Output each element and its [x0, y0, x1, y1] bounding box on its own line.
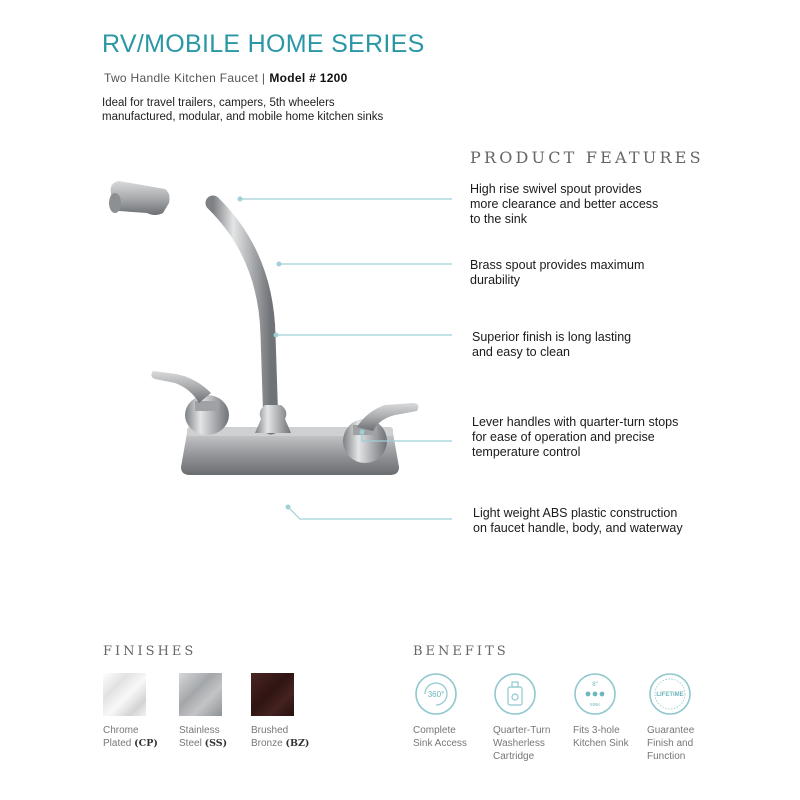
finish-name: Stainless	[179, 725, 220, 736]
benefit-label-guarantee	[647, 724, 722, 763]
leader-dot	[277, 262, 282, 267]
features-heading: PRODUCT FEATURES	[470, 148, 704, 167]
benefit-line: Fits 3-hole	[573, 725, 620, 736]
benefit-line: Quarter-Turn	[493, 725, 551, 736]
feature-line: durability	[470, 273, 521, 287]
svg-text:360°: 360°	[427, 690, 445, 699]
feature-line: to the sink	[470, 212, 527, 226]
benefit-line: Function	[647, 751, 686, 762]
stainless-swatch	[179, 673, 222, 716]
feature-line: High rise swivel spout provides	[470, 182, 642, 196]
finish-name-line	[103, 737, 178, 750]
finish-name: Bronze	[251, 738, 283, 749]
benefit-line: Sink Access	[413, 738, 467, 749]
360-icon	[414, 672, 458, 716]
feature-line: Lever handles with quarter-turn stops	[472, 415, 679, 429]
finish-name-line	[179, 737, 254, 750]
benefit-line: Finish and	[647, 738, 694, 749]
svg-text:SINK: SINK	[589, 702, 601, 707]
leader-dot	[360, 430, 365, 435]
finish-label-bronze	[251, 724, 326, 750]
finish-name: Chrome	[103, 725, 139, 736]
finish-label-chrome	[103, 724, 178, 750]
feature-line: and easy to clean	[472, 345, 570, 359]
benefit-label-access	[413, 724, 488, 750]
feature-brass	[470, 258, 710, 288]
benefit-label-cartridge	[493, 724, 568, 763]
feature-line: Light weight ABS plastic construction	[473, 506, 678, 520]
finish-name-line	[251, 737, 326, 750]
leader-line	[288, 507, 452, 519]
lifetime-warranty-icon	[648, 672, 692, 716]
feature-line: temperature control	[472, 445, 581, 459]
finish-code: (CP)	[134, 738, 158, 749]
benefit-line: Complete	[413, 725, 456, 736]
feature-spout	[470, 182, 710, 227]
three-hole-sink-icon	[573, 672, 617, 716]
benefit-line: Washerless	[493, 738, 545, 749]
benefit-line: Kitchen Sink	[573, 738, 629, 749]
benefit-line: Guarantee	[647, 725, 695, 736]
page-title: RV/MOBILE HOME SERIES	[102, 30, 425, 58]
leader-dot	[238, 197, 243, 202]
feature-levers	[472, 415, 712, 460]
bronze-swatch	[251, 673, 294, 716]
benefit-line: Cartridge	[493, 751, 535, 762]
finish-name: Brushed	[251, 725, 289, 736]
svg-text:LIFETIME: LIFETIME	[656, 692, 684, 698]
feature-abs	[473, 506, 713, 536]
finish-code: (SS)	[204, 738, 228, 749]
feature-finish	[472, 330, 712, 360]
feature-line: for ease of operation and precise	[472, 430, 655, 444]
svg-text:8": 8"	[592, 682, 598, 688]
intro-line: manufactured, modular, and mobile home kitchen sinks	[102, 111, 384, 123]
finish-code: (BZ)	[285, 738, 310, 749]
benefits-heading: BENEFITS	[413, 644, 509, 659]
benefit-label-sink	[573, 724, 648, 750]
cartridge-icon	[493, 672, 537, 716]
chrome-swatch	[103, 673, 146, 716]
finish-label-stainless	[179, 724, 254, 750]
feature-line: more clearance and better access	[470, 197, 659, 211]
leader-dot	[274, 333, 279, 338]
finish-name: Steel	[179, 738, 202, 749]
intro-line: Ideal for travel trailers, campers, 5th wheelers	[102, 97, 335, 109]
product-type: Two Handle Kitchen Faucet |	[104, 71, 266, 85]
feature-line: Superior finish is long lasting	[472, 330, 632, 344]
model-number: Model # 1200	[269, 71, 348, 85]
feature-line: Brass spout provides maximum	[470, 258, 645, 272]
finishes-heading: FINISHES	[103, 644, 197, 659]
feature-line: on faucet handle, body, and waterway	[473, 521, 683, 535]
leader-dot	[286, 505, 291, 510]
finish-name: Plated	[103, 738, 132, 749]
leader-line	[362, 432, 452, 441]
